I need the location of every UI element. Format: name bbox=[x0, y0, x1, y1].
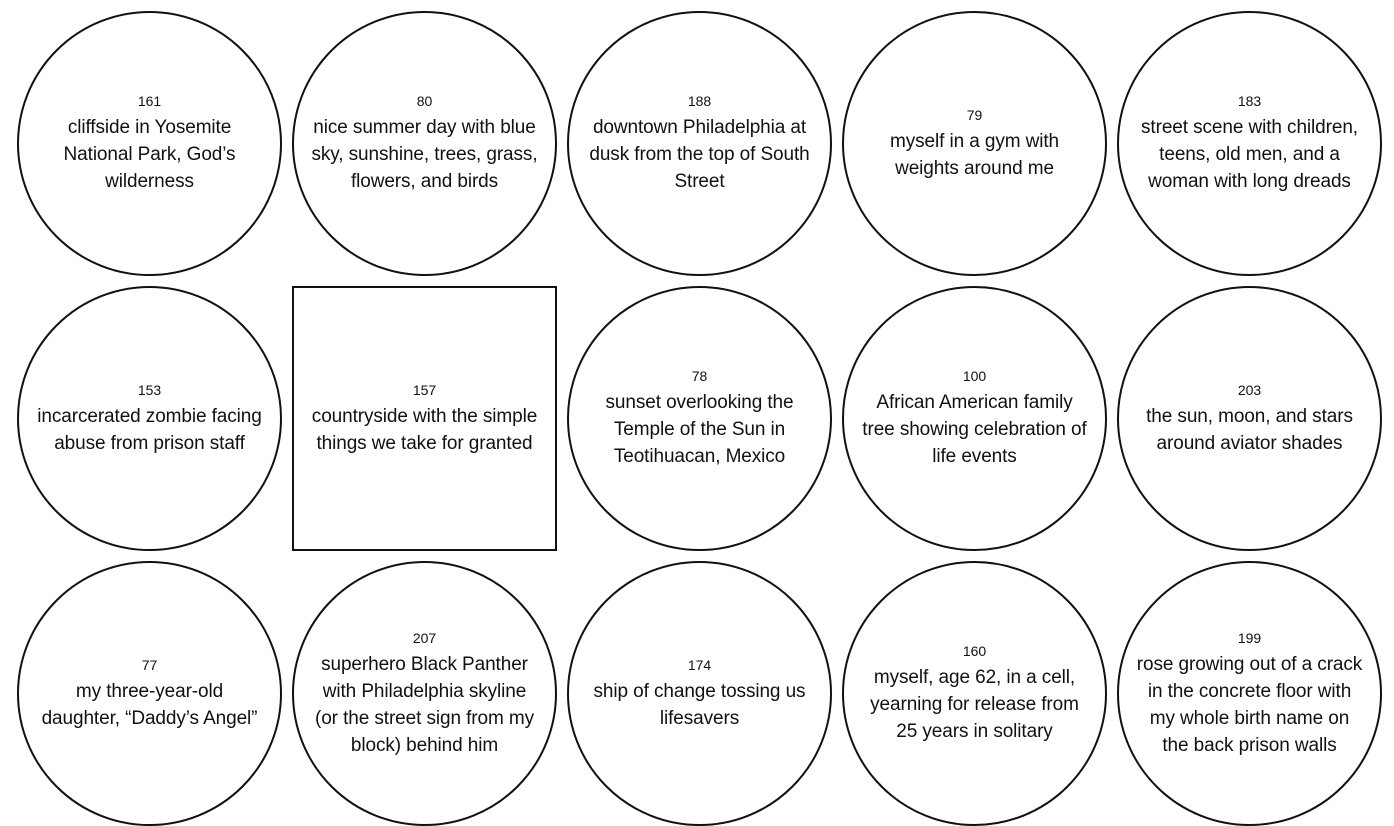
tile-199[interactable] bbox=[1117, 561, 1382, 826]
tile-174[interactable] bbox=[567, 561, 832, 826]
tile-caption: myself, age 62, in a cell, yearning for release from 25 years in solitary bbox=[870, 667, 1079, 742]
tile-number: 161 bbox=[137, 93, 162, 109]
tile-caption: countryside with the simple things we take for granted bbox=[311, 405, 538, 454]
tile-caption: African American family tree showing celebration of life events bbox=[862, 392, 1087, 467]
tile-number: 100 bbox=[962, 368, 987, 384]
tile-number: 160 bbox=[962, 643, 987, 659]
tile-caption: superhero Black Panther with Philadelphia skyline (or the street sign from my block) behind him bbox=[314, 653, 535, 756]
tile-number: 203 bbox=[1237, 381, 1262, 398]
tile-number: 188 bbox=[687, 93, 712, 109]
tile-153[interactable] bbox=[17, 286, 282, 551]
tile-number: 153 bbox=[137, 381, 162, 398]
tile-number: 80 bbox=[416, 93, 433, 109]
tile-203[interactable] bbox=[1117, 286, 1382, 551]
tile-caption: incarcerated zombie facing abuse from prison staff bbox=[37, 405, 262, 454]
tile-79[interactable] bbox=[842, 11, 1107, 276]
tile-80[interactable] bbox=[292, 11, 557, 276]
tile-207[interactable] bbox=[292, 561, 557, 826]
tile-caption: downtown Philadelphia at dusk from the top of South Street bbox=[589, 117, 810, 192]
tile-caption: nice summer day with blue sky, sunshine, trees, grass, flowers, and birds bbox=[311, 117, 538, 192]
tile-number: 199 bbox=[1237, 629, 1262, 646]
tile-number: 78 bbox=[691, 368, 708, 384]
tile-number: 157 bbox=[412, 381, 437, 398]
tile-caption: my three-year-old daughter, “Daddy’s Angel” bbox=[41, 680, 258, 729]
tile-number: 207 bbox=[412, 629, 437, 646]
tile-77[interactable] bbox=[17, 561, 282, 826]
tile-grid bbox=[17, 11, 1382, 826]
tile-number: 174 bbox=[687, 656, 712, 673]
tile-161[interactable] bbox=[17, 11, 282, 276]
tile-caption: cliffside in Yosemite National Park, God’s wilderness bbox=[63, 117, 236, 192]
tile-number: 183 bbox=[1237, 93, 1262, 109]
tile-100[interactable] bbox=[842, 286, 1107, 551]
tile-188[interactable] bbox=[567, 11, 832, 276]
tile-caption: sunset overlooking the Temple of the Sun in Teotihuacan, Mexico bbox=[605, 392, 794, 467]
tile-caption: street scene with children, teens, old men, and a woman with long dreads bbox=[1141, 117, 1358, 192]
tile-number: 77 bbox=[141, 656, 158, 673]
tile-caption: ship of change tossing us lifesavers bbox=[593, 680, 806, 729]
tile-160[interactable] bbox=[842, 561, 1107, 826]
tile-number: 79 bbox=[966, 106, 983, 123]
tile-caption: the sun, moon, and stars around aviator shades bbox=[1146, 405, 1353, 454]
tile-183[interactable] bbox=[1117, 11, 1382, 276]
tile-caption: myself in a gym with weights around me bbox=[889, 130, 1060, 179]
tile-caption: rose growing out of a crack in the concrete floor with my whole birth name on the back prison walls bbox=[1136, 653, 1363, 756]
tile-78[interactable] bbox=[567, 286, 832, 551]
tile-157[interactable] bbox=[292, 286, 557, 551]
